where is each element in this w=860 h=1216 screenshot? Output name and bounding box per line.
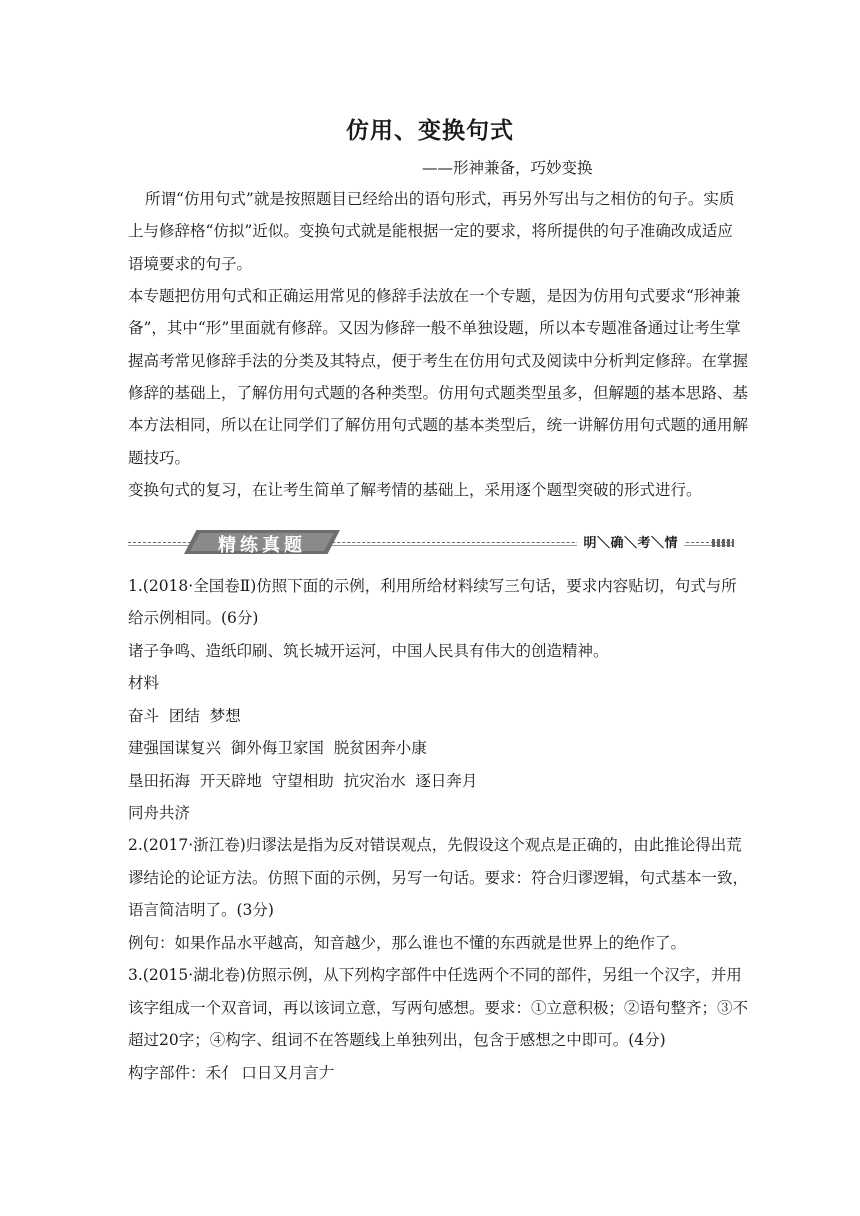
intro-p2-line4: 修辞的基础上，了解仿用句式题的各种类型。仿用句式题类型虽多，但解题的基本思路、基 (128, 384, 749, 402)
page-title: 仿用、变换句式 (346, 117, 514, 144)
q3-line2: 该字组成一个双音词，再以该词立意，写两句感想。要求：①立意积极；②语句整齐；③不 (128, 999, 749, 1017)
intro-p1-line3: 语境要求的句子。 (128, 255, 253, 273)
q1-material-4: 同舟共济 (128, 804, 191, 822)
banner-title: 精练真题 (218, 535, 306, 556)
section-banner (128, 530, 734, 556)
q3-parts: 构字部件：禾亻 口日又月言𠂇 (128, 1064, 335, 1082)
intro-p1-line2: 上与修辞格“仿拟”近似。变换句式就是能根据一定的要求，将所提供的句子准确改成适应 (128, 222, 733, 240)
intro-p2-line1: 本专题把仿用句式和正确运用常见的修辞手法放在一个专题，是因为仿用句式要求“形神兼 (128, 287, 741, 305)
intro-p2-line5: 本方法相同，所以在让同学们了解仿用句式题的基本类型后，统一讲解仿用句式题的通用解 (128, 416, 749, 434)
q1-material-2: 建强国谋复兴 御外侮卫家国 脱贫困奔小康 (128, 739, 427, 757)
q1-line2: 给示例相同。(6分) (128, 609, 259, 627)
q1-example: 诸子争鸣、造纸印刷、筑长城开运河，中国人民具有伟大的创造精神。 (128, 642, 609, 660)
banner-end-ornament (712, 539, 734, 547)
q1-material-1: 奋斗 团结 梦想 (128, 707, 241, 725)
q1-material-label: 材料 (128, 674, 160, 692)
q3-line1: 3.(2015·湖北卷)仿照示例，从下列构字部件中任选两个不同的部件，另组一个汉字，并用 (128, 966, 742, 984)
intro-p2-line2: 备”，其中“形”里面就有修辞。又因为修辞一般不单独设题，所以本专题准备通过让考生掌 (128, 319, 741, 337)
q2-line2: 谬结论的论证方法。仿照下面的示例，另写一句话。要求：符合归谬逻辑，句式基本一致， (128, 869, 749, 887)
q3-line3: 超过20字；④构字、组词不在答题线上单独列出，包含于感想之中即可。(4分) (128, 1031, 666, 1049)
q1-line1: 1.(2018·全国卷Ⅱ)仿照下面的示例，利用所给材料续写三句话，要求内容贴切，句式与所 (128, 577, 737, 595)
intro-p1-line1: 所谓“仿用句式”就是按照题目已经给出的语句形式，再另外写出与之相仿的句子。实质 (145, 190, 735, 208)
q1-material-3: 垦田拓海 开天辟地 守望相助 抗灾治水 逐日奔月 (128, 772, 478, 790)
intro-p3-line1: 变换句式的复习，在让考生简单了解考情的基础上，采用逐个题型突破的形式进行。 (128, 481, 702, 499)
page-subtitle: ——形神兼备，巧妙变换 (422, 159, 593, 177)
q2-line1: 2.(2017·浙江卷)归谬法是指为反对错误观点，先假设这个观点是正确的，由此推论得出荒 (128, 836, 742, 854)
q2-example: 例句：如果作品水平越高，知音越少，那么谁也不懂的东西就是世界上的绝作了。 (128, 934, 687, 952)
intro-p2-line6: 题技巧。 (128, 449, 191, 467)
intro-p2-line3: 握高考常见修辞手法的分类及其特点，便于考生在仿用句式及阅读中分析判定修辞。在掌握 (128, 352, 749, 370)
banner-right-label: 明＼确＼考＼情 (577, 532, 684, 551)
q2-line3: 语言简洁明了。(3分) (128, 901, 274, 919)
